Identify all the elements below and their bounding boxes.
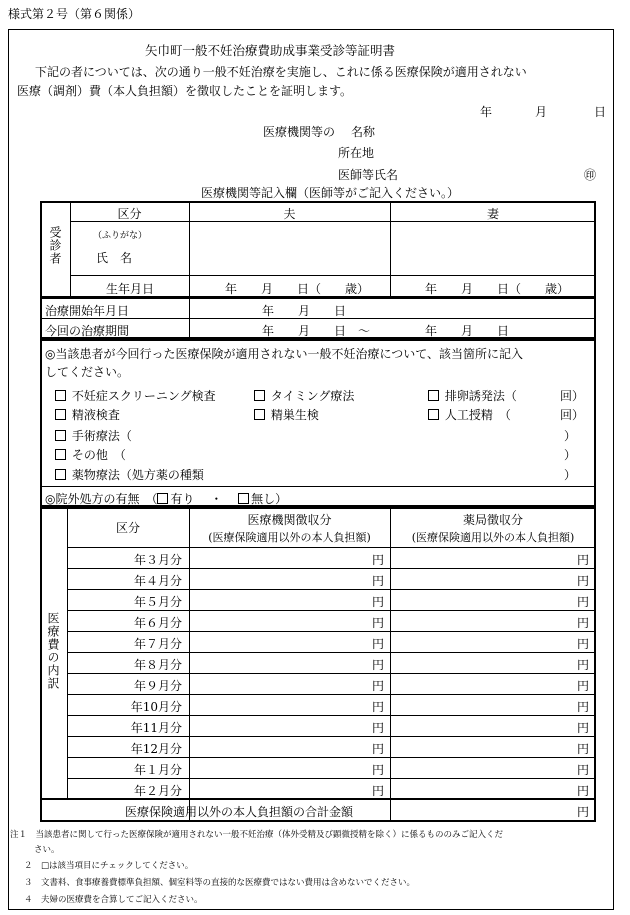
month-label: 年１月分 — [133, 763, 182, 777]
pharmacy-yen: 円 — [577, 721, 590, 735]
month-label: 年11月分 — [130, 721, 182, 735]
institution-yen: 円 — [372, 553, 385, 567]
institution-yen: 円 — [372, 637, 385, 651]
ai-times-unit: 回） — [560, 408, 585, 422]
row-divider — [67, 673, 596, 674]
institution-yen: 円 — [372, 679, 385, 693]
institution-yen: 円 — [372, 742, 385, 756]
divider — [189, 297, 190, 339]
institution-yen: 円 — [372, 700, 385, 714]
row-divider — [67, 547, 596, 548]
col-husband: 夫 — [283, 207, 296, 221]
col-kubun: 区分 — [117, 207, 142, 221]
costs-col-pharmacy-sub: (医療保険適用以外の本人負担額) — [411, 531, 575, 544]
divider — [40, 486, 596, 487]
row-divider — [67, 778, 596, 779]
date-year: 年 — [480, 105, 493, 119]
check-semen[interactable]: 精液検査 — [55, 406, 120, 423]
checkbox-icon[interactable] — [428, 390, 439, 401]
husband-dob-fill: 年 月 日（ 歳） — [225, 282, 370, 296]
institution-fill-note: 医療機関等記入欄（医師等がご記入ください。） — [201, 186, 460, 200]
check-testis[interactable]: 精巣生検 — [254, 406, 319, 423]
furigana-label: （ふりがな） — [93, 231, 148, 241]
month-label: 年12月分 — [130, 742, 182, 756]
check-timing[interactable]: タイミング療法 — [254, 387, 354, 404]
institution-yen: 円 — [372, 574, 385, 588]
check-drug[interactable]: 薬物療法（処方薬の種類 — [55, 466, 204, 483]
costs-side-label: 医療費の内訳 — [46, 612, 60, 690]
name-label: 氏 名 — [96, 251, 133, 265]
row-divider — [67, 736, 596, 737]
check-ai[interactable]: 人工授精 （ — [428, 406, 511, 423]
treatment-start-label: 治療開始年月日 — [45, 304, 130, 318]
institution-yen: 円 — [372, 595, 385, 609]
ovulation-times-unit: 回） — [560, 389, 585, 403]
pharmacy-yen: 円 — [577, 595, 590, 609]
month-label: 年８月分 — [133, 658, 182, 672]
surgery-close-paren: ） — [564, 429, 577, 443]
checkbox-icon[interactable] — [254, 409, 265, 420]
check-other[interactable]: その他 （ — [55, 446, 126, 463]
drug-close-paren: ） — [564, 468, 577, 482]
row-divider — [67, 589, 596, 590]
treatment-period-label: 今回の治療期間 — [45, 324, 130, 338]
checkbox-icon[interactable] — [55, 469, 66, 480]
treatment-start-fill: 年 月 日 — [262, 304, 347, 318]
seal-mark: ㊞ — [584, 168, 597, 182]
pharmacy-yen: 円 — [577, 763, 590, 777]
row-divider — [67, 715, 596, 716]
row-divider — [67, 631, 596, 632]
costs-col-pharmacy: 薬局徴収分 — [462, 513, 523, 527]
pharmacy-yen: 円 — [577, 784, 590, 798]
divider — [70, 275, 596, 276]
note-1: 注１ 当該患者に関して行った医療保険が適用されない一般不妊治療（体外受精及び顕微授精を除く）に係るもののみご記入くだ — [10, 830, 504, 840]
month-label: 年５月分 — [133, 595, 182, 609]
treatment-period-from: 年 月 日 〜 — [262, 324, 371, 338]
institution-label: 医療機関等の — [263, 125, 336, 139]
checkbox-icon[interactable] — [55, 390, 66, 401]
pharmacy-yen: 円 — [577, 742, 590, 756]
institution-yen: 円 — [372, 616, 385, 630]
institution-yen: 円 — [372, 763, 385, 777]
date-month: 月 — [535, 105, 548, 119]
col-wife: 妻 — [486, 207, 499, 221]
month-label: 年４月分 — [133, 574, 182, 588]
pharmacy-yen: 円 — [577, 700, 590, 714]
checkbox-icon[interactable] — [55, 449, 66, 460]
outside-prescription: ◎院外処方の有無 （ 有り ・ 無し） — [45, 492, 288, 506]
institution-yen: 円 — [372, 658, 385, 672]
form-number: 様式第２号（第６関係） — [8, 7, 141, 21]
date-day: 日 — [594, 105, 607, 119]
check-surgery[interactable]: 手術療法（ — [55, 427, 132, 444]
dob-label: 生年月日 — [106, 282, 155, 296]
pharmacy-yen: 円 — [577, 574, 590, 588]
checkbox-icon[interactable] — [55, 430, 66, 441]
row-divider — [67, 652, 596, 653]
wife-dob-fill: 年 月 日（ 歳） — [425, 282, 570, 296]
institution-yen: 円 — [372, 784, 385, 798]
check-ovulation[interactable]: 排卵誘発法（ — [428, 387, 517, 404]
institution-yen: 円 — [372, 721, 385, 735]
checklist-instruction-1: ◎当該患者が今回行った医療保険が適用されない一般不妊治療について、該当箇所に記入 — [45, 347, 523, 361]
form-title: 矢巾町一般不妊治療費助成事業受診等証明書 — [145, 43, 396, 58]
divider — [189, 507, 190, 822]
institution-name-label: 名称 — [351, 125, 376, 139]
note-4: ４ 夫婦の医療費を合算してご記入ください。 — [24, 895, 203, 905]
institution-address-label: 所在地 — [338, 146, 375, 160]
month-label: 年６月分 — [133, 616, 182, 630]
doctor-name-label: 医師等氏名 — [338, 168, 399, 182]
checkbox-icon[interactable] — [254, 390, 265, 401]
row-divider — [67, 568, 596, 569]
row-divider — [67, 694, 596, 695]
total-label: 医療保険適用以外の本人負担額の合計金額 — [125, 805, 354, 819]
wife-name-field[interactable] — [391, 222, 595, 274]
other-close-paren: ） — [564, 448, 577, 462]
check-screening[interactable]: 不妊症スクリーニング検査 — [55, 387, 216, 404]
total-yen: 円 — [577, 805, 590, 819]
pharmacy-yen: 円 — [577, 658, 590, 672]
month-label: 年７月分 — [133, 637, 182, 651]
month-label: 年９月分 — [133, 679, 182, 693]
costs-col-kubun: 区分 — [115, 521, 140, 535]
pharmacy-yen: 円 — [577, 553, 590, 567]
husband-name-field[interactable] — [190, 222, 389, 274]
checkbox-icon[interactable] — [55, 409, 66, 420]
month-label: 年２月分 — [133, 784, 182, 798]
pharmacy-yen: 円 — [577, 679, 590, 693]
row-divider — [67, 757, 596, 758]
intro-line-1: 下記の者については、次の通り一般不妊治療を実施し、これに係る医療保険が適用されない — [35, 65, 527, 79]
checkbox-icon[interactable] — [238, 493, 249, 504]
checkbox-icon[interactable] — [157, 493, 168, 504]
row-divider — [67, 610, 596, 611]
costs-col-institution-sub: (医療保険適用以外の本人負担額) — [208, 531, 371, 544]
costs-col-institution: 医療機関徴収分 — [247, 513, 332, 527]
checklist-instruction-2: してください。 — [45, 365, 130, 379]
month-label: 年10月分 — [130, 700, 182, 714]
note-3: ３ 文書料、食事療養費標準負担額、個室料等の直接的な医療費ではない費用は含めないでください。 — [24, 878, 416, 888]
month-label: 年３月分 — [133, 553, 182, 567]
intro-line-2: 医療（調剤）費（本人負担額）を徴収したことを証明します。 — [17, 84, 353, 98]
divider — [390, 507, 391, 822]
patient-side-label: 受診者 — [48, 226, 62, 265]
pharmacy-yen: 円 — [577, 616, 590, 630]
pharmacy-yen: 円 — [577, 637, 590, 651]
note-2: ２ □は該当項目にチェックしてください。 — [24, 861, 194, 871]
checkbox-icon[interactable] — [428, 409, 439, 420]
note-1b: さい。 — [34, 845, 60, 855]
treatment-period-to: 年 月 日 — [425, 324, 510, 338]
